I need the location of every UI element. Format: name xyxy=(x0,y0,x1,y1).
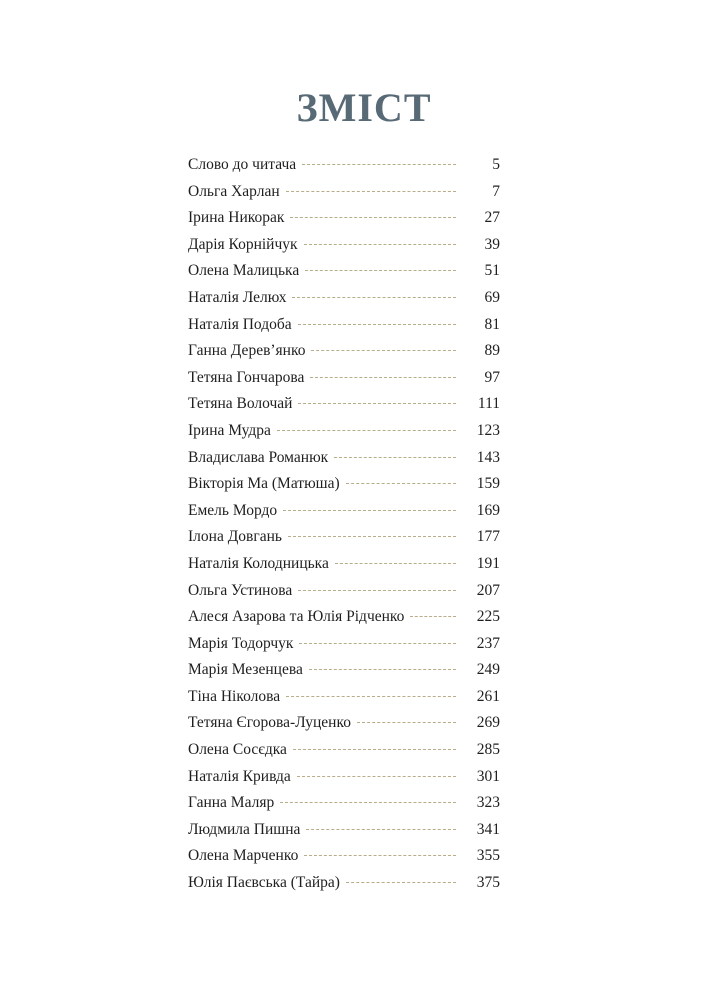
toc-entry-page-number: 249 xyxy=(476,661,500,679)
toc-entry-page-number: 207 xyxy=(476,581,500,599)
toc-dot-leader xyxy=(288,535,456,537)
toc-entry-name: Юлія Паєвська (Тайра) xyxy=(188,874,340,892)
toc-entry-page-number: 7 xyxy=(492,182,500,200)
toc-entry-name: Дарія Корнійчук xyxy=(188,235,298,253)
toc-dot-leader xyxy=(293,748,456,750)
toc-entry xyxy=(188,710,500,737)
toc-entry-name: Тіна Ніколова xyxy=(188,687,281,705)
toc-entry xyxy=(188,391,500,418)
toc-entry xyxy=(188,524,500,551)
toc-entry-name: Ілона Довгань xyxy=(188,528,282,546)
toc-entry-page-number: 123 xyxy=(476,421,500,439)
toc-entry-name: Ольга Устинова xyxy=(188,581,293,599)
toc-entry xyxy=(188,870,500,897)
toc-dot-leader xyxy=(334,456,456,458)
toc-dot-leader xyxy=(346,881,456,883)
toc-entry-name: Олена Марченко xyxy=(188,847,299,865)
toc-entry-name: Наталія Кривда xyxy=(188,767,291,785)
toc-dot-leader xyxy=(297,775,456,777)
toc-entry-page-number: 341 xyxy=(476,820,500,838)
toc-entry-page-number: 355 xyxy=(476,847,500,865)
table-of-contents xyxy=(188,152,500,897)
toc-entry xyxy=(188,205,500,232)
toc-entry-page-number: 169 xyxy=(476,501,500,519)
toc-dot-leader xyxy=(277,429,456,431)
toc-dot-leader xyxy=(283,509,456,511)
toc-entry xyxy=(188,471,500,498)
toc-dot-leader xyxy=(298,589,456,591)
toc-entry xyxy=(188,258,500,285)
toc-entry-name: Ірина Мудра xyxy=(188,421,271,439)
toc-entry-name: Людмила Пишна xyxy=(188,820,301,838)
toc-entry xyxy=(188,817,500,844)
toc-entry-page-number: 237 xyxy=(476,634,500,652)
toc-entry-name: Наталія Лелюх xyxy=(188,288,287,306)
toc-dot-leader xyxy=(357,721,456,723)
toc-entry xyxy=(188,498,500,525)
toc-entry-name: Слово до читача xyxy=(188,156,297,173)
toc-dot-leader xyxy=(335,562,456,564)
toc-entry-page-number: 285 xyxy=(476,741,500,759)
toc-entry-page-number: 69 xyxy=(484,288,500,306)
toc-entry-name: Ірина Никорак xyxy=(188,209,285,227)
toc-entry xyxy=(188,365,500,392)
toc-entry-name: Олена Малицька xyxy=(188,262,300,280)
toc-entry-name: Ганна Маляр xyxy=(188,794,275,812)
toc-dot-leader xyxy=(305,269,456,271)
toc-entry-page-number: 81 xyxy=(484,315,500,333)
toc-entry-name: Наталія Подоба xyxy=(188,315,292,333)
toc-dot-leader xyxy=(311,349,456,351)
toc-entry-name: Тетяна Єгорова-Луценко xyxy=(188,714,351,732)
toc-entry-page-number: 261 xyxy=(476,687,500,705)
toc-entry xyxy=(188,152,500,179)
toc-entry-name: Наталія Колодницька xyxy=(188,554,329,572)
toc-dot-leader xyxy=(298,402,456,404)
toc-entry-page-number: 323 xyxy=(476,794,500,812)
toc-entry-page-number: 191 xyxy=(476,554,500,572)
toc-dot-leader xyxy=(292,296,456,298)
toc-entry-name: Марія Тодорчук xyxy=(188,634,294,652)
toc-entry xyxy=(188,843,500,870)
toc-entry xyxy=(188,232,500,259)
toc-entry-page-number: 97 xyxy=(484,368,500,386)
toc-entry-page-number: 51 xyxy=(484,262,500,280)
toc-entry-name: Ганна Дерев’янко xyxy=(188,342,306,360)
toc-dot-leader xyxy=(280,801,456,803)
toc-entry-name: Тетяна Волочай xyxy=(188,395,293,413)
toc-entry-page-number: 143 xyxy=(476,448,500,466)
toc-entry xyxy=(188,631,500,658)
toc-entry xyxy=(188,312,500,339)
toc-dot-leader xyxy=(299,642,456,644)
page-title: ЗМІСТ xyxy=(296,85,432,130)
toc-entry-page-number: 301 xyxy=(476,767,500,785)
toc-dot-leader xyxy=(302,163,456,165)
toc-entry-name: Вікторія Ма (Матюша) xyxy=(188,475,340,493)
toc-entry xyxy=(188,657,500,684)
toc-entry-name: Алеся Азарова та Юлія Рідченко xyxy=(188,608,405,626)
toc-entry xyxy=(188,551,500,578)
toc-dot-leader xyxy=(286,190,456,192)
toc-dot-leader xyxy=(304,854,456,856)
toc-entry-name: Емель Мордо xyxy=(188,501,278,519)
toc-entry xyxy=(188,179,500,206)
toc-entry-page-number: 39 xyxy=(484,235,500,253)
toc-entry-page-number: 177 xyxy=(476,528,500,546)
toc-entry-name: Марія Мезенцева xyxy=(188,661,303,679)
toc-entry xyxy=(188,338,500,365)
toc-entry-page-number: 5 xyxy=(492,156,500,173)
toc-entry-page-number: 159 xyxy=(476,475,500,493)
toc-dot-leader xyxy=(286,695,456,697)
toc-entry-page-number: 375 xyxy=(476,874,500,892)
toc-entry xyxy=(188,790,500,817)
toc-entry xyxy=(188,285,500,312)
toc-entry-name: Тетяна Гончарова xyxy=(188,368,305,386)
toc-entry xyxy=(188,578,500,605)
toc-dot-leader xyxy=(304,243,456,245)
toc-dot-leader xyxy=(410,615,456,617)
toc-entry xyxy=(188,684,500,711)
toc-dot-leader xyxy=(310,376,456,378)
toc-entry xyxy=(188,604,500,631)
toc-dot-leader xyxy=(298,323,456,325)
toc-dot-leader xyxy=(290,216,456,218)
toc-entry-page-number: 89 xyxy=(484,342,500,360)
toc-entry-name: Владислава Романюк xyxy=(188,448,329,466)
toc-entry-page-number: 225 xyxy=(476,608,500,626)
toc-dot-leader xyxy=(346,482,456,484)
toc-entry xyxy=(188,737,500,764)
toc-dot-leader xyxy=(306,828,456,830)
toc-entry-name: Олена Сосєдка xyxy=(188,741,287,759)
toc-entry xyxy=(188,445,500,472)
toc-entry-page-number: 269 xyxy=(476,714,500,732)
toc-entry-page-number: 27 xyxy=(484,209,500,227)
toc-entry xyxy=(188,764,500,791)
toc-entry xyxy=(188,418,500,445)
toc-entry-page-number: 111 xyxy=(477,395,500,413)
toc-entry-name: Ольга Харлан xyxy=(188,182,280,200)
toc-dot-leader xyxy=(309,668,456,670)
